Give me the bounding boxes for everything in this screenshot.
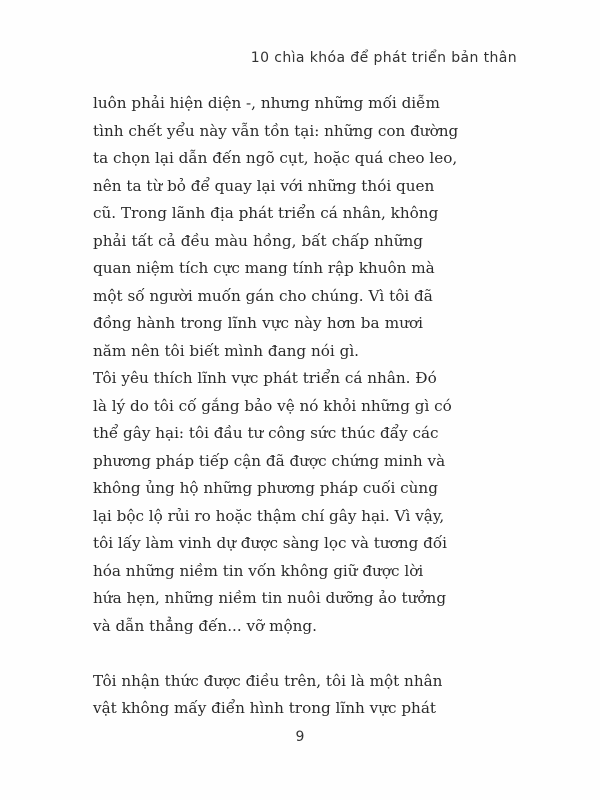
text-line: nên ta từ bỏ để quay lại với những thói quen	[93, 176, 435, 195]
text-line: một số người muốn gán cho chúng. Vì tôi đã	[93, 286, 433, 305]
paragraph-gap	[93, 640, 423, 668]
text-line: năm nên tôi biết mình đang nói gì.	[93, 341, 360, 360]
text-line: tôi lấy làm vinh dự được sàng lọc và tương đối	[93, 534, 447, 552]
running-header: 10 chìa khóa để phát triển bản thân	[250, 50, 517, 66]
text-line: ta chọn lại dẫn đến ngõ cụt, hoặc quá cheo leo,	[93, 149, 458, 167]
text-line: Tôi nhận thức được điều trên, tôi là một nhân	[93, 671, 443, 690]
page-number: 9	[295, 729, 305, 745]
text-line: phải tất cả đều màu hồng, bất chấp những	[93, 231, 423, 250]
text-line: hứa hẹn, những niềm tin nuôi dưỡng ảo tưởng	[93, 589, 447, 607]
text-line: hóa những niềm tin vốn không giữ được lời	[93, 561, 424, 580]
text-line: đồng hành trong lĩnh vực này hơn ba mươi	[93, 314, 423, 332]
text-line: thể gây hại: tôi đầu tư công sức thúc đẩy các	[93, 424, 439, 442]
text-line: vật không mấy điển hình trong lĩnh vực phát	[93, 699, 437, 717]
text-line: luôn phải hiện diện -, nhưng những mối diễm	[93, 94, 440, 112]
text-line: và dẫn thẳng đến... vỡ mộng.	[93, 616, 317, 635]
text-line: phương pháp tiếp cận đã được chứng minh và	[93, 451, 446, 470]
text-line: là lý do tôi cố gắng bảo vệ nó khỏi những gì có	[93, 396, 452, 415]
body-text	[93, 90, 459, 723]
text-line: quan niệm tích cực mang tính rập khuôn mà	[93, 259, 435, 277]
text-line: lại bộc lộ rủi ro hoặc thậm chí gây hại. Vì vậy,	[93, 506, 445, 525]
text-line: không ủng hộ những phương pháp cuối cùng	[93, 479, 438, 497]
text-line: tình chết yểu này vẫn tồn tại: những con đường	[93, 121, 459, 140]
text-line: cũ. Trong lãnh địa phát triển cá nhân, không	[93, 204, 439, 222]
text-line: Tôi yêu thích lĩnh vực phát triển cá nhân. Đó	[93, 369, 437, 387]
